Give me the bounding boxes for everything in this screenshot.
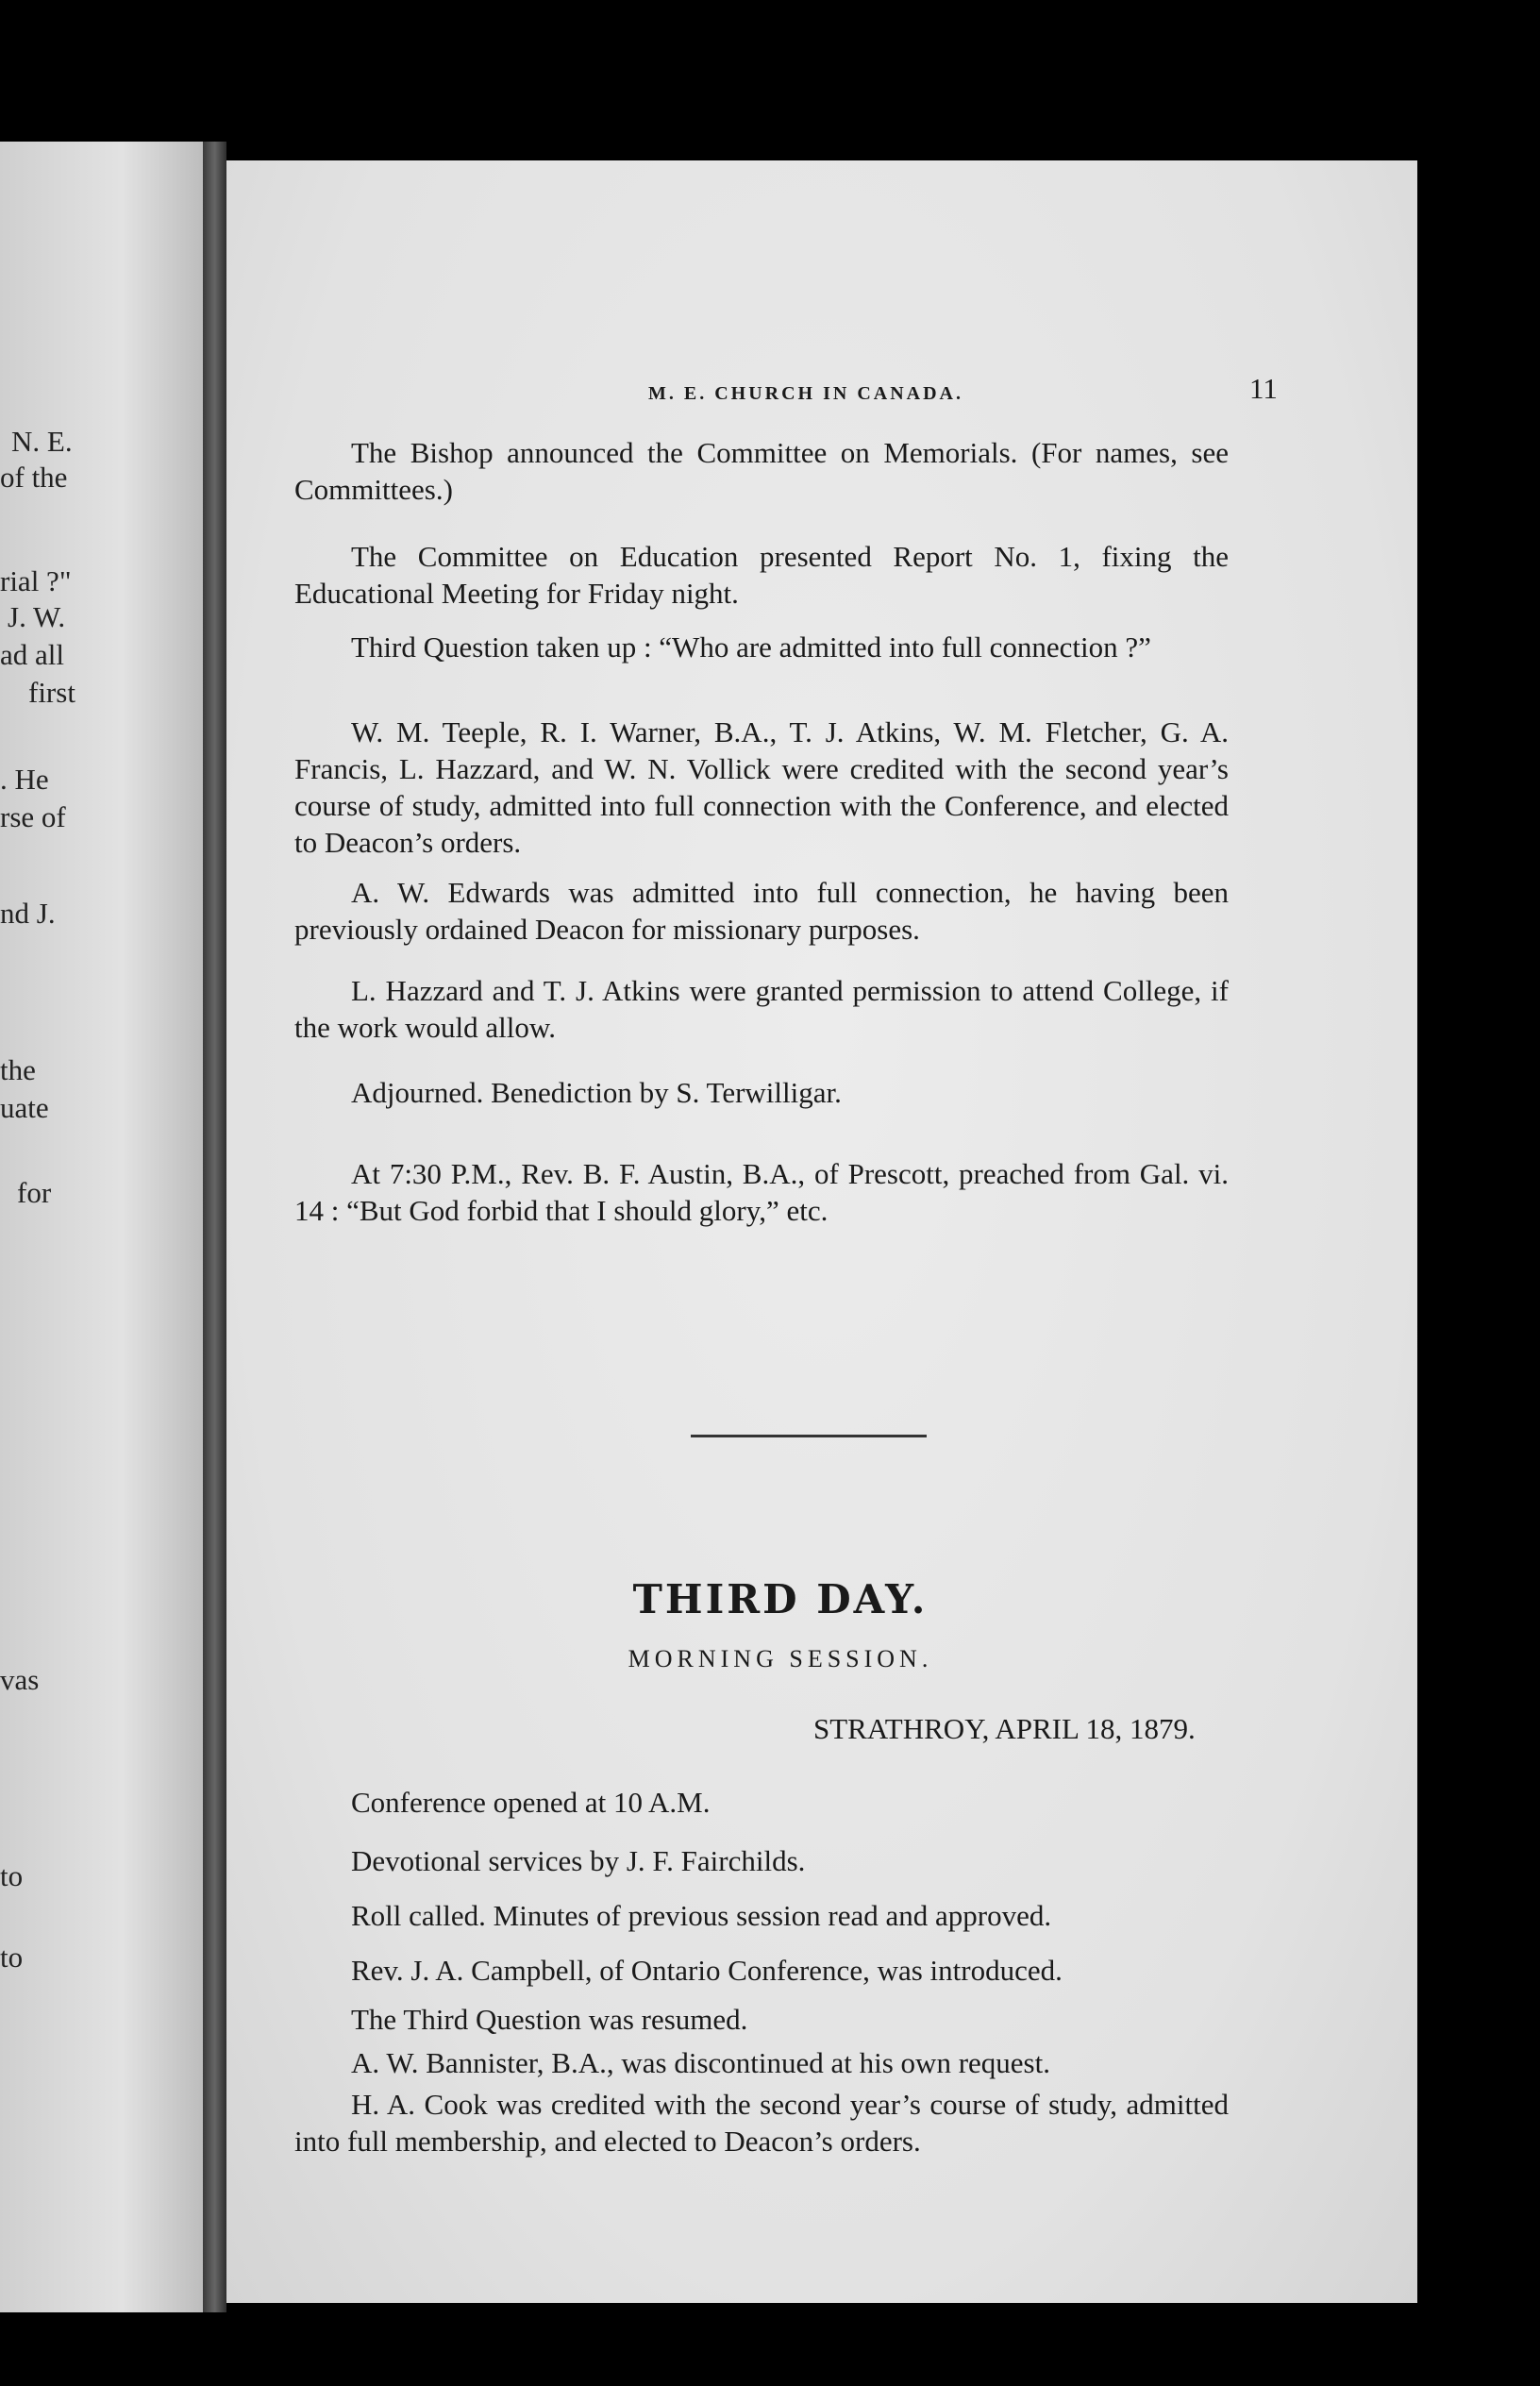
facing-fragment: uate: [0, 1091, 49, 1124]
paragraph-evening-sermon: At 7:30 P.M., Rev. B. F. Austin, B.A., of Prescott, preached from Gal. vi. 14 : “But God forbid that I should glory,” etc.: [294, 1157, 1229, 1227]
facing-fragment: to: [0, 1859, 24, 1892]
facing-fragment: first: [28, 676, 75, 709]
session-line: A. W. Bannister, B.A., was discontinued at his own request.: [351, 2046, 1050, 2079]
session-line: Devotional services by J. F. Fairchilds.: [351, 1844, 806, 1877]
paragraph-memorials: The Bishop announced the Committee on Memorials. (For names, see Committees.): [294, 436, 1229, 506]
facing-fragment: . He: [0, 763, 49, 796]
session-line: The Third Question was resumed.: [351, 2003, 748, 2036]
section-title: THIRD DAY.: [632, 1576, 929, 1622]
paragraph-adjourned: Adjourned. Benediction by S. Terwilligar.: [351, 1076, 842, 1109]
facing-page: [0, 142, 203, 2312]
paragraph-edwards: A. W. Edwards was admitted into full connection, he having been previously ordained Deacon for missionary purposes.: [294, 876, 1229, 946]
paragraph-college: L. Hazzard and T. J. Atkins were granted permission to attend College, if the work would allow.: [294, 974, 1229, 1044]
section-divider: [691, 1435, 927, 1437]
session-line: Conference opened at 10 A.M.: [351, 1786, 711, 1819]
session-line: Rev. J. A. Campbell, of Ontario Conference, was introduced.: [351, 1954, 1063, 1987]
facing-fragment: N. E.: [11, 425, 73, 458]
book-gutter: [203, 142, 226, 2312]
paragraph-credited: W. M. Teeple, R. I. Warner, B.A., T. J. Atkins, W. M. Fletcher, G. A. Francis, L. Hazzard, and W. N. Vollick were credited with the second year’s course of study, admitted into full connection with the Conference, and elected to Deacon’s orders.: [294, 715, 1229, 859]
section-subtitle: MORNING SESSION.: [628, 1645, 933, 1672]
page-number: 11: [1249, 372, 1278, 405]
facing-fragment: the: [0, 1053, 36, 1086]
page: [226, 160, 1417, 2303]
session-line: Roll called. Minutes of previous session read and approved.: [351, 1899, 1052, 1932]
paragraph-third-question: Third Question taken up : “Who are admitted into full connection ?”: [351, 630, 1151, 664]
running-header: M. E. CHURCH IN CANADA.: [648, 383, 963, 404]
paragraph-education: The Committee on Education presented Report No. 1, fixing the Educational Meeting for Friday night.: [294, 540, 1229, 610]
facing-fragment: rse of: [0, 800, 66, 833]
facing-fragment: J. W.: [8, 600, 66, 633]
facing-fragment: to: [0, 1941, 24, 1974]
facing-fragment: nd J.: [0, 897, 56, 930]
facing-fragment: of the: [0, 461, 68, 494]
facing-fragment: rial ?": [0, 564, 72, 597]
facing-page-text: [0, 142, 203, 2312]
dateline: STRATHROY, APRIL 18, 1879.: [813, 1712, 1196, 1745]
facing-fragment: ad all: [0, 638, 64, 671]
session-line: H. A. Cook was credited with the second year’s course of study, admitted into full membership, and elected to Deacon’s orders.: [294, 2088, 1229, 2158]
facing-fragment: vas: [0, 1663, 40, 1696]
facing-fragment: for: [17, 1176, 52, 1209]
